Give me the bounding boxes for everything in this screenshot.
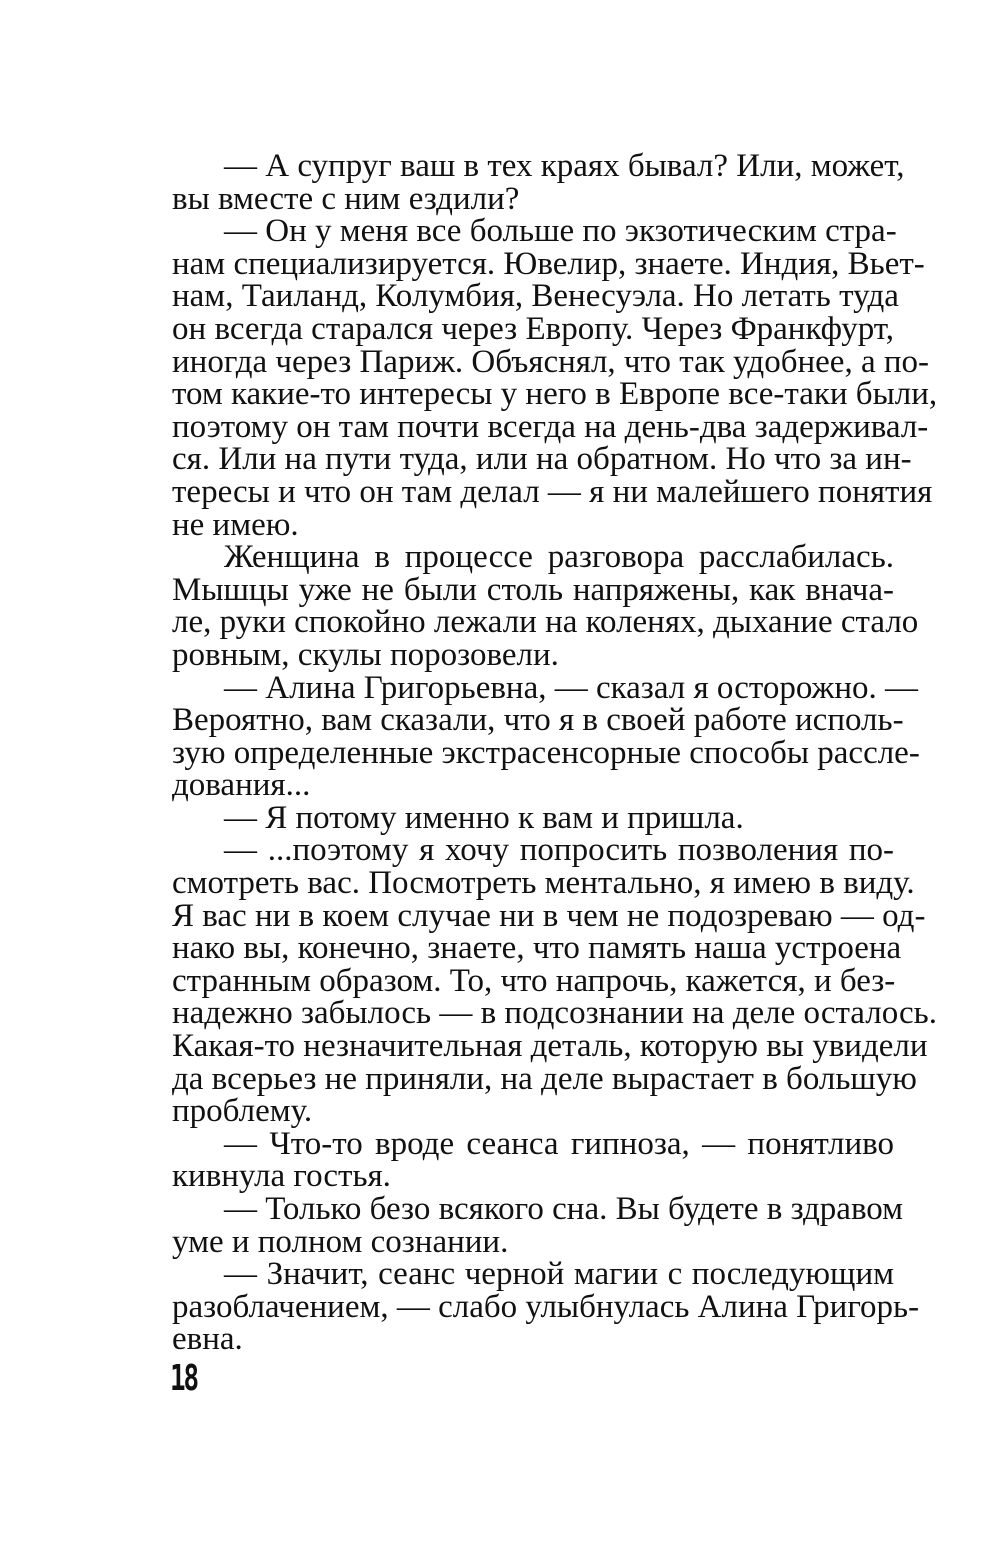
body-text bbox=[172, 148, 938, 1358]
text-line: кивнула гостья. bbox=[172, 1158, 391, 1195]
text-line: странным образом. То, что напрочь, кажется, и без- bbox=[172, 962, 896, 999]
text-line: иногда через Париж. Объяснял, что так удобнее, а по- bbox=[172, 343, 930, 380]
text-line: не имею. bbox=[172, 506, 299, 543]
text-line: надежно забылось — в подсознании на деле осталось. bbox=[172, 995, 937, 1032]
paragraph bbox=[172, 1256, 920, 1358]
text-line: Женщина в процессе разговора расслабилась. bbox=[224, 539, 894, 576]
text-line: он всегда старался через Европу. Через Франкфурт, bbox=[172, 310, 894, 347]
paragraph bbox=[172, 1125, 894, 1195]
text-line: нако вы, конечно, знаете, что память наша устроена bbox=[172, 930, 902, 967]
text-line: Я вас ни в коем случае ни в чем не подозреваю — од- bbox=[172, 897, 926, 934]
text-line: — Значит, сеанс черной магии с последующим bbox=[224, 1256, 894, 1293]
text-line: ле, руки спокойно лежали на коленях, дыхание стало bbox=[172, 604, 919, 641]
text-line: Вероятно, вам сказали, что я в своей работе исполь- bbox=[172, 702, 904, 739]
text-line: да всерьез не приняли, на деле вырастает в большую bbox=[172, 1060, 917, 1097]
text-line: проблему. bbox=[172, 1093, 313, 1130]
text-line: нам специализируется. Ювелир, знаете. Индия, Вьет- bbox=[172, 245, 925, 282]
text-line: поэтому он там почти всегда на день-два задерживал- bbox=[172, 408, 929, 445]
text-line: — Только безо всякого сна. Вы будете в здравом bbox=[224, 1191, 904, 1227]
paragraph bbox=[172, 669, 920, 804]
text-line: разоблачением, — слабо улыбнулась Алина Григорь- bbox=[172, 1288, 920, 1325]
text-line: зую определенные экстрасенсорные способы рассле- bbox=[172, 734, 920, 771]
paragraph bbox=[172, 213, 938, 543]
paragraph bbox=[172, 1191, 904, 1260]
text-line: смотреть вас. Посмотреть ментально, я имею в виду. bbox=[172, 865, 915, 902]
text-line: — А супруг ваш в тех краях бывал? Или, может, bbox=[224, 148, 905, 184]
text-line: уме и полном сознании. bbox=[172, 1223, 509, 1260]
text-line: ся. Или на пути туда, или на обратном. Но что за ин- bbox=[172, 441, 912, 478]
text-line: — Что-то вроде сеанса гипноза, — понятливо bbox=[224, 1125, 894, 1162]
paragraph bbox=[172, 832, 937, 1130]
text-line: — Он у меня все больше по экзотическим стра- bbox=[224, 213, 897, 250]
text-line: Какая-то незначительная деталь, которую вы увидели bbox=[172, 1028, 928, 1065]
text-line: вы вместе с ним ездили? bbox=[172, 180, 520, 217]
page-number: 18 bbox=[170, 1358, 197, 1399]
paragraph bbox=[172, 148, 905, 217]
paragraph bbox=[172, 799, 894, 836]
text-line: тересы и что он там делал — я ни малейшего понятия bbox=[172, 473, 933, 510]
paragraph bbox=[172, 539, 919, 673]
text-line: — ...поэтому я хочу попросить позволения по- bbox=[224, 832, 894, 869]
text-line: — Алина Григорьевна, — сказал я осторожно. — bbox=[224, 669, 919, 706]
text-line: евна. bbox=[172, 1321, 243, 1358]
text-line: Мышцы уже не были столь напряжены, как внача- bbox=[172, 571, 894, 608]
text-line: нам, Таиланд, Колумбия, Венесуэла. Но летать туда bbox=[172, 278, 899, 315]
text-line: — Я потому именно к вам и пришла. bbox=[224, 799, 744, 836]
text-line: ровным, скулы порозовели. bbox=[172, 636, 559, 673]
text-line: дования... bbox=[172, 767, 311, 804]
text-line: том какие-то интересы у него в Европе все-таки были, bbox=[172, 376, 938, 413]
